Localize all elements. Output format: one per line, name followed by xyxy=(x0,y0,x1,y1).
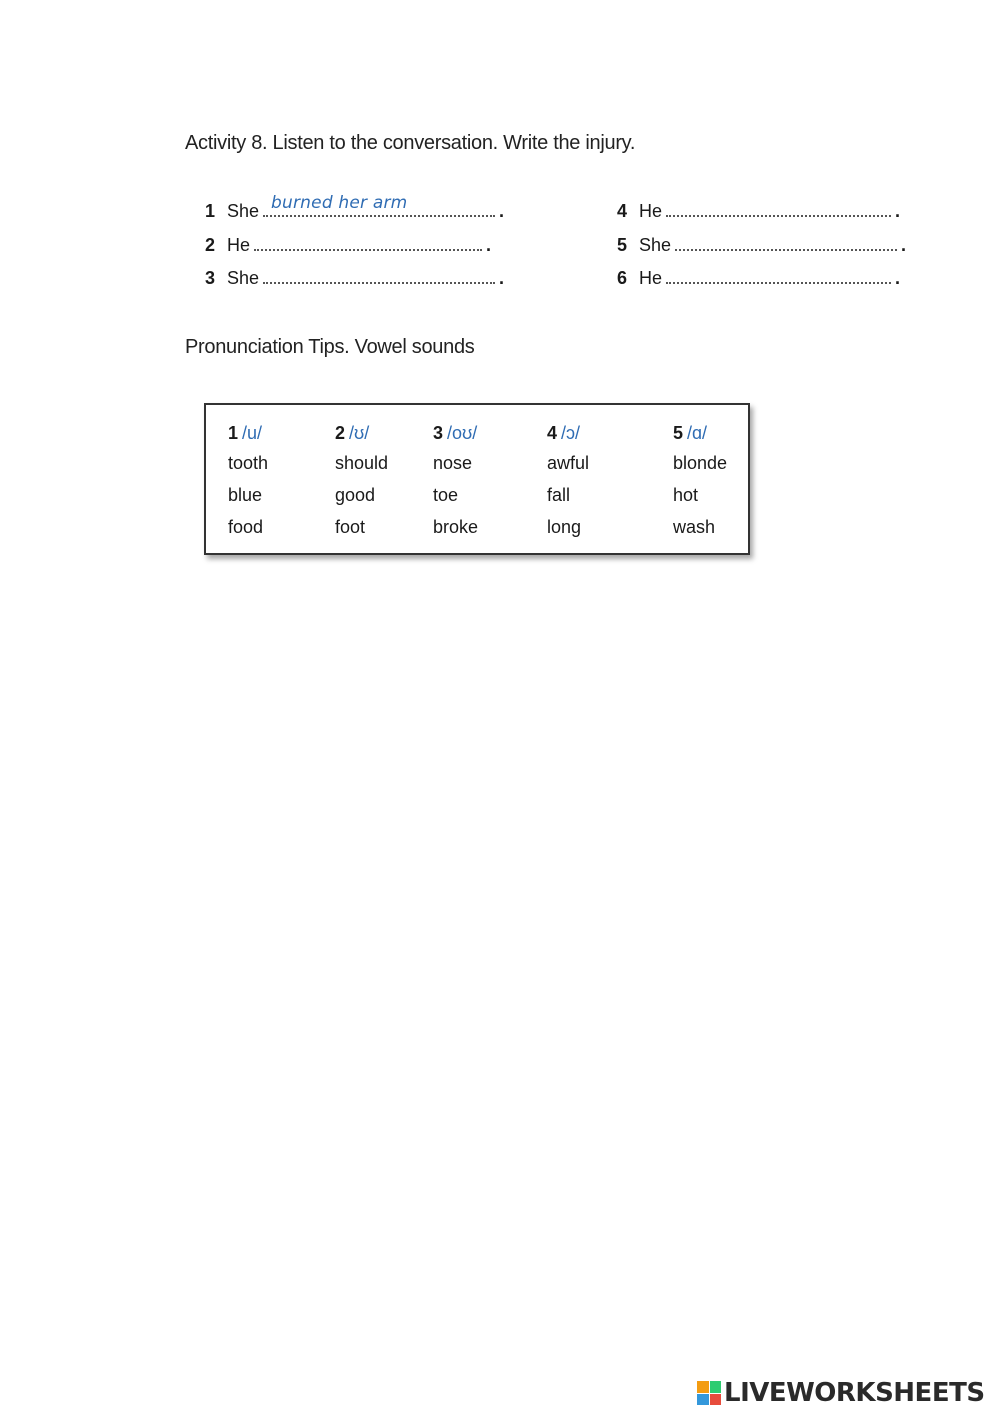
vowel-number: 5 xyxy=(673,423,684,443)
vowel-column-4 xyxy=(547,423,589,549)
answer-item-3 xyxy=(205,267,504,293)
vowel-column-3 xyxy=(433,423,478,549)
vowel-word: nose xyxy=(433,453,473,473)
item-period: . xyxy=(895,268,901,288)
vowel-column-1 xyxy=(228,423,268,549)
vowel-word: should xyxy=(335,453,389,473)
vowel-word: toe xyxy=(433,485,459,505)
ipa-symbol: /ɔ/ xyxy=(561,423,581,443)
logo-square xyxy=(710,1381,722,1393)
item-period: . xyxy=(486,235,492,255)
item-period: . xyxy=(499,201,505,221)
vowel-number: 1 xyxy=(228,423,239,443)
answer-item-4 xyxy=(617,200,900,226)
ipa-symbol: /u/ xyxy=(242,423,263,443)
activity-title: Activity 8. Listen to the conversation. Write the injury. xyxy=(185,132,636,154)
vowel-header xyxy=(335,423,388,453)
item-subject: He xyxy=(227,235,251,255)
item-subject: He xyxy=(639,268,663,288)
item-subject: She xyxy=(639,235,672,255)
answer-text-1: burned her arm xyxy=(271,193,408,213)
answer-field-6[interactable] xyxy=(666,267,891,284)
logo-square xyxy=(710,1394,722,1406)
answer-item-1 xyxy=(205,193,505,226)
item-period: . xyxy=(901,235,907,255)
item-number: 2 xyxy=(205,235,216,255)
vowel-header xyxy=(673,423,727,453)
item-subject: He xyxy=(639,201,663,221)
ipa-symbol: /oʊ/ xyxy=(447,423,478,443)
vowel-word: fall xyxy=(547,485,571,505)
logo-square xyxy=(697,1394,709,1406)
answer-field-5[interactable] xyxy=(675,234,897,251)
answer-field-1[interactable] xyxy=(263,193,495,217)
vowel-header xyxy=(547,423,589,453)
vowel-word: hot xyxy=(673,485,699,505)
vowel-word: broke xyxy=(433,517,479,537)
vowel-number: 2 xyxy=(335,423,346,443)
item-number: 3 xyxy=(205,268,216,288)
item-period: . xyxy=(499,268,505,288)
pronunciation-title: Pronunciation Tips. Vowel sounds xyxy=(185,336,475,358)
answer-field-2[interactable] xyxy=(254,234,482,251)
item-subject: She xyxy=(227,201,260,221)
vowel-word: food xyxy=(228,517,264,537)
item-number: 6 xyxy=(617,268,628,288)
item-subject: She xyxy=(227,268,260,288)
vowel-word: awful xyxy=(547,453,590,473)
answer-field-4[interactable] xyxy=(666,200,891,217)
answer-item-5 xyxy=(617,234,906,260)
item-number: 1 xyxy=(205,201,216,221)
answer-item-6 xyxy=(617,267,900,293)
vowel-column-5 xyxy=(673,423,727,549)
item-number: 4 xyxy=(617,201,628,221)
item-period: . xyxy=(895,201,901,221)
ipa-symbol: /ʊ/ xyxy=(349,423,370,443)
item-number: 5 xyxy=(617,235,628,255)
answer-item-2 xyxy=(205,234,491,260)
logo-icon xyxy=(697,1381,721,1405)
logo-text: LIVEWORKSHEETS xyxy=(724,1378,985,1408)
logo-square xyxy=(697,1381,709,1393)
vowel-number: 3 xyxy=(433,423,444,443)
vowel-header xyxy=(433,423,478,453)
liveworksheets-logo[interactable] xyxy=(697,1378,985,1408)
vowel-column-2 xyxy=(335,423,388,549)
ipa-symbol: /ɑ/ xyxy=(687,423,708,443)
vowel-word: tooth xyxy=(228,453,269,473)
vowel-word: wash xyxy=(673,517,716,537)
vowel-word: good xyxy=(335,485,376,505)
answer-field-3[interactable] xyxy=(263,267,495,284)
vowel-word: foot xyxy=(335,517,366,537)
vowel-word: long xyxy=(547,517,582,537)
vowel-word: blonde xyxy=(673,453,728,473)
vowel-word: blue xyxy=(228,485,263,505)
vowel-header xyxy=(228,423,268,453)
vowel-number: 4 xyxy=(547,423,558,443)
vowel-sounds-table xyxy=(204,403,750,555)
